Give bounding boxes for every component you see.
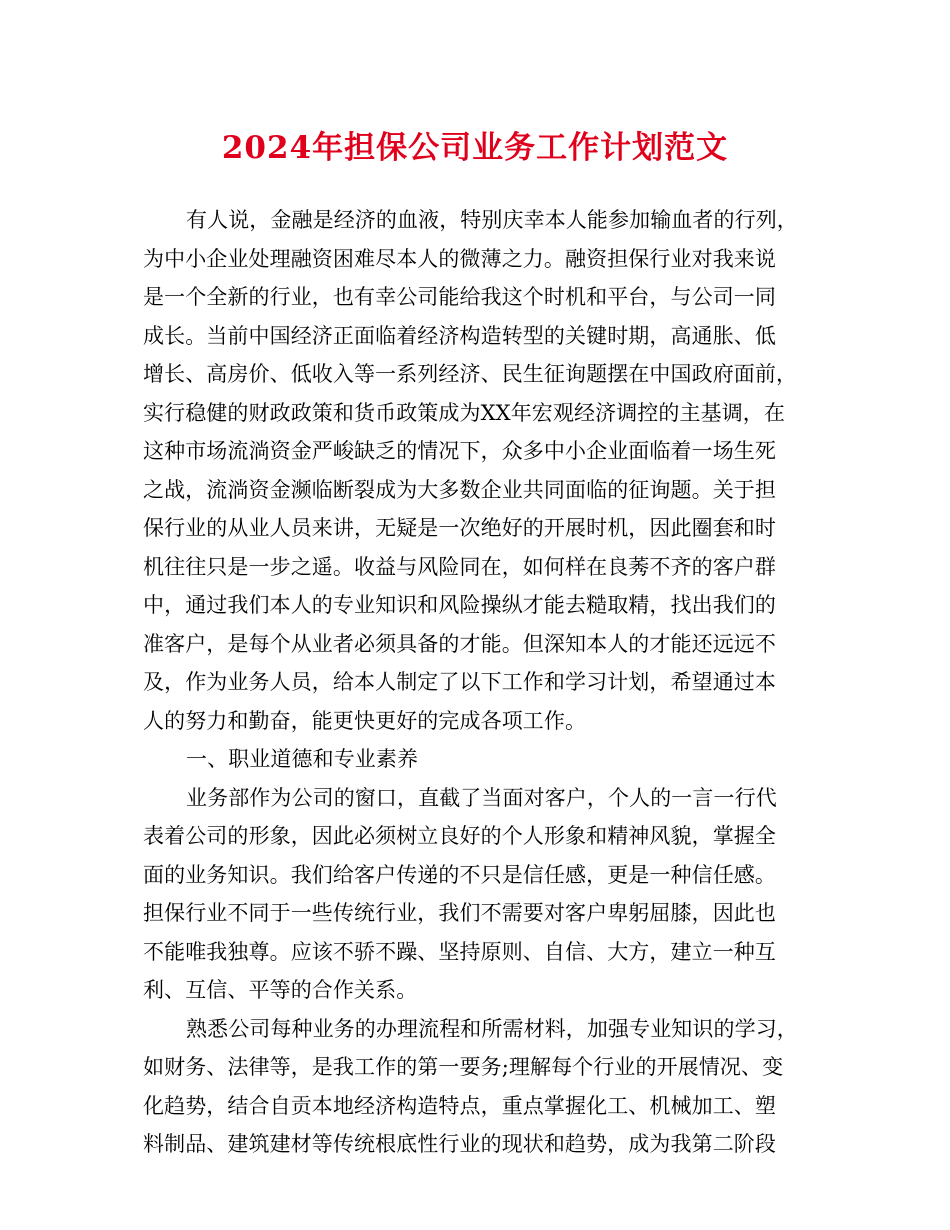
text-line: 表着公司的形象，因此必须树立良好的个人形象和精神风貌，掌握全 [143,824,776,848]
text-line: 有人说，金融是经济的血液，特别庆幸本人能参加输血者的行列， [186,208,798,232]
document-body [143,201,811,1164]
text-line: 中，通过我们本人的专业知识和风险操纵才能去糙取精，找出我们的 [143,593,776,617]
text-line: 担保行业不同于一些传统行业，我们不需要对客户卑躬屈膝，因此也 [143,901,776,925]
text-line: 业务部作为公司的窗口，直截了当面对客户，个人的一言一行代 [186,785,777,810]
document-title: 2024年担保公司业务工作计划范文 [221,130,729,166]
text-line: 是一个全新的行业，也有幸公司能给我这个时机和平台，与公司一同 [143,285,776,309]
text-line: 如财务、法律等，是我工作的第一要务;理解每个行业的开展情况、变 [143,1055,784,1079]
text-line: 增长、高房价、低收入等一系列经济、民生征询题摆在中国政府面前， [143,362,798,386]
text-line: 熟悉公司每种业务的办理流程和所需材料，加强专业知识的学习， [186,1016,798,1041]
text-line: 人的努力和勤奋，能更快更好的完成各项工作。 [143,708,587,733]
text-line: 利、互信、平等的合作关系。 [143,978,418,1002]
text-line: 一、职业道德和专业素养 [186,747,419,771]
text-line: 为中小企业处理融资困难尽本人的微薄之力。融资担保行业对我来说 [143,246,776,271]
text-line: 机往往只是一步之遥。收益与风险同在，如何样在良莠不齐的客户群 [143,554,776,579]
text-line: 料制品、建筑建材等传统根底性行业的现状和趋势，成为我第二阶段 [143,1132,776,1156]
text-line: 实行稳健的财政政策和货币政策成为XX年宏观经济调控的主基调，在 [143,400,785,425]
text-line: 面的业务知识。我们给客户传递的不只是信任感，更是一种信任感。 [143,862,776,887]
text-line: 成长。当前中国经济正面临着经济构造转型的关键时期，高通胀、低 [143,323,776,348]
text-line: 之战，流淌资金濒临断裂成为大多数企业共同面临的征询题。关于担 [143,477,776,502]
text-line: 化趋势，结合自贡本地经济构造特点，重点掌握化工、机械加工、塑 [143,1093,776,1118]
text-line: 保行业的从业人员来讲，无疑是一次绝好的开展时机，因此圈套和时 [143,516,776,540]
text-line: 及，作为业务人员，给本人制定了以下工作和学习计划，希望通过本 [143,670,776,694]
text-line: 这种市场流淌资金严峻缺乏的情况下，众多中小企业面临着一场生死 [143,439,776,463]
text-line: 不能唯我独尊。应该不骄不躁、坚持原则、自信、大方，建立一种互 [143,939,776,964]
text-line: 准客户，是每个从业者必须具备的才能。但深知本人的才能还远远不 [143,631,776,656]
